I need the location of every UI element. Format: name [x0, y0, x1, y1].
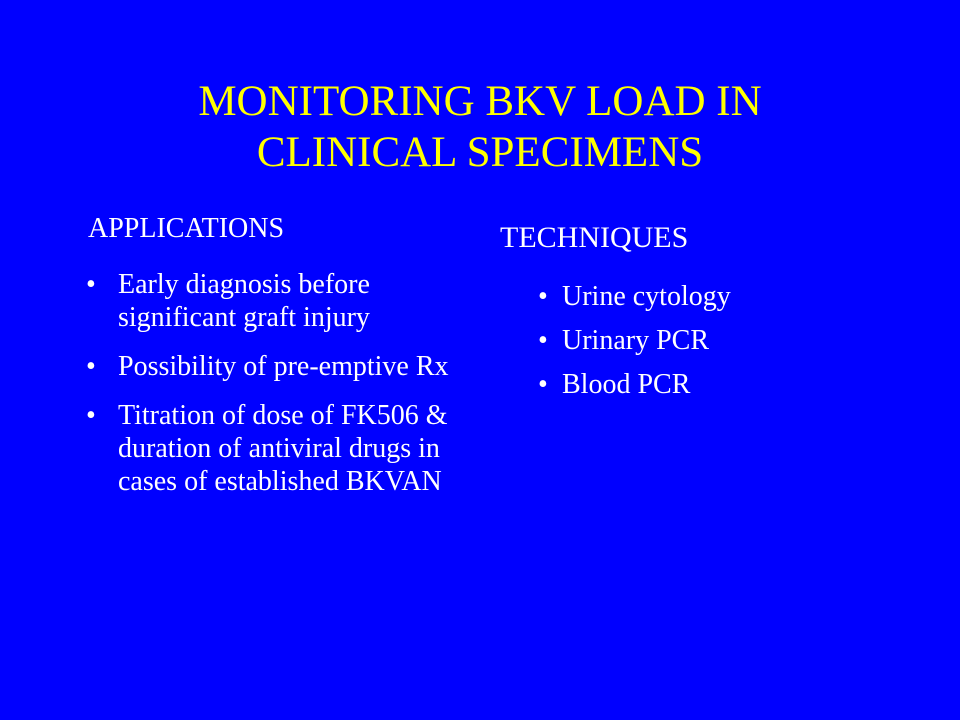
bullet-icon: •: [86, 269, 96, 300]
list-item-label: Early diagnosis before significant graft injury: [118, 269, 370, 333]
list-item-label: Titration of dose of FK506 & duration of antiviral drugs in cases of established BKVAN: [118, 400, 448, 497]
list-item: [538, 280, 731, 313]
bullet-icon: •: [538, 281, 548, 312]
applications-list: [86, 268, 466, 514]
slide-title-line-1: MONITORING BKV LOAD IN: [198, 78, 762, 125]
list-item: [86, 350, 466, 383]
list-item: [86, 268, 466, 334]
list-item-label: Blood PCR: [562, 369, 691, 400]
list-item-label: Urinary PCR: [562, 325, 709, 356]
slide-title: [80, 76, 880, 178]
list-item: [86, 399, 466, 498]
techniques-heading: TECHNIQUES: [500, 221, 689, 254]
bullet-icon: •: [538, 325, 548, 356]
list-item-label: Urine cytology: [562, 281, 731, 312]
bullet-icon: •: [86, 351, 96, 382]
list-item: [538, 324, 731, 357]
bullet-icon: •: [86, 400, 96, 431]
applications-heading: APPLICATIONS: [88, 213, 285, 244]
techniques-list: [538, 280, 731, 412]
bullet-icon: •: [538, 369, 548, 400]
list-item-label: Possibility of pre-emptive Rx: [118, 351, 449, 382]
slide-title-line-2: CLINICAL SPECIMENS: [256, 129, 704, 176]
list-item: [538, 368, 731, 401]
